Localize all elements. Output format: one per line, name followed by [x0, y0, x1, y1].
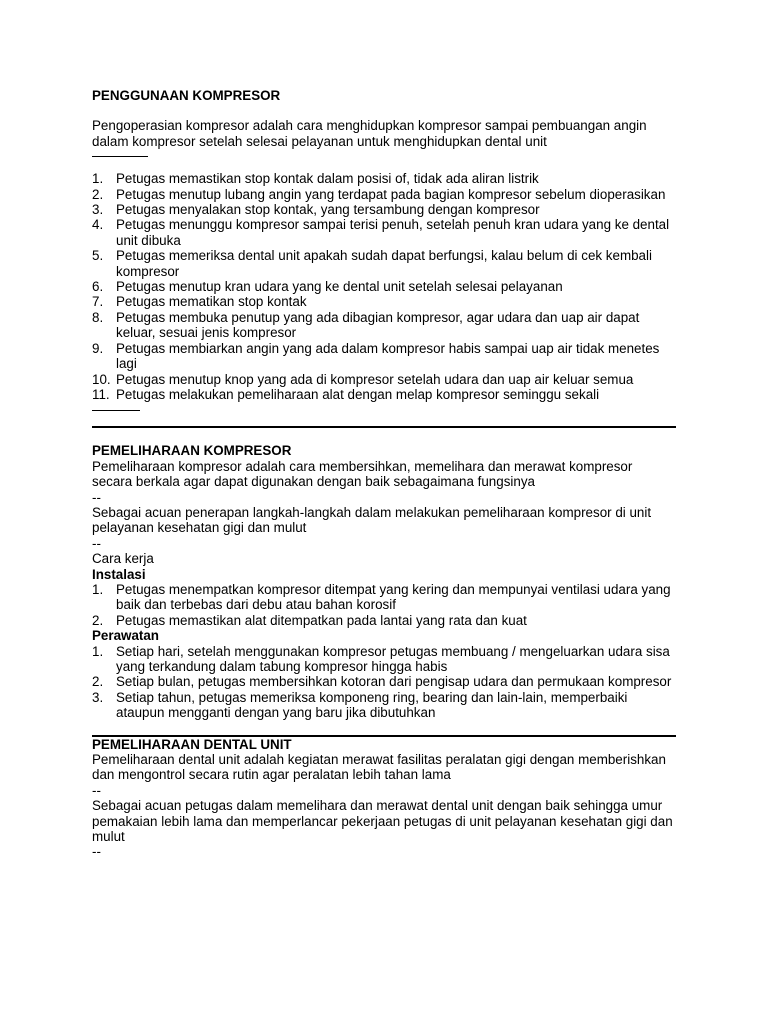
list-item-text: Setiap hari, setelah menggunakan kompresor petugas membuang / mengeluarkan udara sisa yang terkandung dalam tabung kompresor hingga habis	[116, 643, 670, 674]
perawatan-heading: Perawatan	[92, 628, 159, 644]
list-item-text: Petugas menutup kran udara yang ke dental unit setelah selesai pelayanan	[116, 279, 563, 295]
list-number: 1.	[92, 171, 104, 187]
list-item-text: Petugas membiarkan angin yang ada dalam kompresor habis sampai uap air tidak menetes lagi	[116, 340, 660, 372]
short-rule	[92, 156, 148, 157]
list-item	[92, 387, 676, 402]
list-item	[92, 582, 676, 613]
section-title-penggunaan-kompresor: PENGGUNAAN KOMPRESOR	[92, 88, 281, 103]
list-number: 11.	[92, 386, 110, 402]
short-rule	[92, 410, 140, 411]
list-item	[92, 294, 676, 309]
list-number: 3.	[92, 202, 104, 218]
section1-intro: Pengoperasian kompresor adalah cara menghidupkan kompresor sampai pembuangan angin dalam kompresor setelah selesai pelayanan untuk menghidupkan dental unit	[92, 118, 647, 149]
list-number: 9.	[92, 340, 104, 356]
list-item-text: Petugas menunggu kompresor sampai terisi penuh, setelah penuh kran udara yang ke dental unit dibuka	[116, 217, 670, 248]
dash-separator: --	[92, 489, 101, 505]
list-item-text: Setiap tahun, petugas memeriksa komponeng ring, bearing dan lain-lain, memperbaiki ataupun mengganti dengan yang baru jika dibutuhkan	[116, 689, 628, 721]
list-item	[92, 372, 676, 387]
list-item	[92, 279, 676, 294]
section-title-pemeliharaan-dental-unit: PEMELIHARAAN DENTAL UNIT	[92, 736, 292, 752]
section1-steps-list	[92, 171, 676, 402]
instalasi-steps-list	[92, 582, 676, 628]
dash-separator: --	[92, 535, 101, 551]
list-item	[92, 341, 676, 372]
section-divider	[92, 426, 676, 428]
list-item-text: Petugas menempatkan kompresor ditempat yang kering dan mempunyai ventilasi udara yang baik dan terbebas dari debu atau bahan korosif	[116, 581, 671, 613]
list-item-text: Petugas memastikan alat ditempatkan pada lantai yang rata dan kuat	[116, 612, 527, 628]
list-item-text: Petugas menutup knop yang ada di kompresor setelah udara dan uap air keluar semua	[116, 371, 634, 387]
list-number: 4.	[92, 217, 104, 233]
list-item-text: Petugas melakukan pemeliharaan alat dengan melap kompresor seminggu sekali	[116, 386, 600, 402]
list-item-text: Petugas mematikan stop kontak	[116, 294, 307, 310]
list-item	[92, 674, 676, 689]
list-item	[92, 171, 676, 186]
list-number: 6.	[92, 279, 104, 295]
list-number: 8.	[92, 309, 104, 325]
list-number: 7.	[92, 294, 104, 310]
section2-definition: Pemeliharaan kompresor adalah cara membersihkan, memelihara dan merawat kompresor secara berkala agar dapat digunakan dengan baik sebagaimana fungsinya	[92, 458, 633, 490]
list-number: 1.	[92, 581, 104, 597]
list-item	[92, 217, 676, 248]
document-content	[92, 88, 676, 860]
list-item	[92, 310, 676, 341]
list-number: 3.	[92, 689, 104, 705]
list-item-text: Petugas membuka penutup yang ada dibagian kompresor, agar udara dan uap air dapat keluar, sesuai jenis kompresor	[116, 309, 640, 341]
list-item-text: Petugas memastikan stop kontak dalam posisi of, tidak ada aliran listrik	[116, 171, 539, 187]
section3-definition: Pemeliharaan dental unit adalah kegiatan merawat fasilitas peralatan gigi dengan memberishkan dan mengontrol secara rutin agar peralatan lebih tahan lama	[92, 752, 666, 783]
list-item	[92, 644, 676, 675]
cara-kerja-label: Cara kerja	[92, 551, 154, 567]
instalasi-heading: Instalasi	[92, 566, 146, 582]
section3-purpose: Sebagai acuan petugas dalam memelihara dan merawat dental unit dengan baik sehingga umur pemakaian lebih lama dan memperlancar pekerjaan petugas di unit pelayanan kesehatan gigi dan mulut	[92, 798, 673, 845]
list-number: 2.	[92, 612, 104, 628]
list-number: 2.	[92, 674, 104, 690]
list-item	[92, 613, 676, 628]
list-number: 5.	[92, 248, 104, 264]
section2-purpose: Sebagai acuan penerapan langkah-langkah dalam melakukan pemeliharaan kompresor di unit pelayanan kesehatan gigi dan mulut	[92, 504, 652, 536]
list-number: 2.	[92, 186, 104, 202]
list-item	[92, 690, 676, 721]
list-item	[92, 202, 676, 217]
list-item-text: Petugas menutup lubang angin yang terdapat pada bagian kompresor sebelum dioperasikan	[116, 186, 666, 202]
dash-separator: --	[92, 844, 101, 860]
list-item	[92, 248, 676, 279]
perawatan-steps-list	[92, 644, 676, 721]
list-item-text: Petugas menyalakan stop kontak, yang tersambung dengan kompresor	[116, 202, 540, 218]
section-title-pemeliharaan-kompresor: PEMELIHARAAN KOMPRESOR	[92, 443, 292, 459]
list-item-text: Setiap bulan, petugas membersihkan kotoran dari pengisap udara dan permukaan kompresor	[116, 674, 672, 690]
list-number: 10.	[92, 371, 111, 387]
list-number: 1.	[92, 643, 104, 659]
list-item	[92, 187, 676, 202]
dash-separator: --	[92, 782, 101, 798]
list-item-text: Petugas memeriksa dental unit apakah sudah dapat berfungsi, kalau belum di cek kembali kompresor	[116, 248, 652, 279]
